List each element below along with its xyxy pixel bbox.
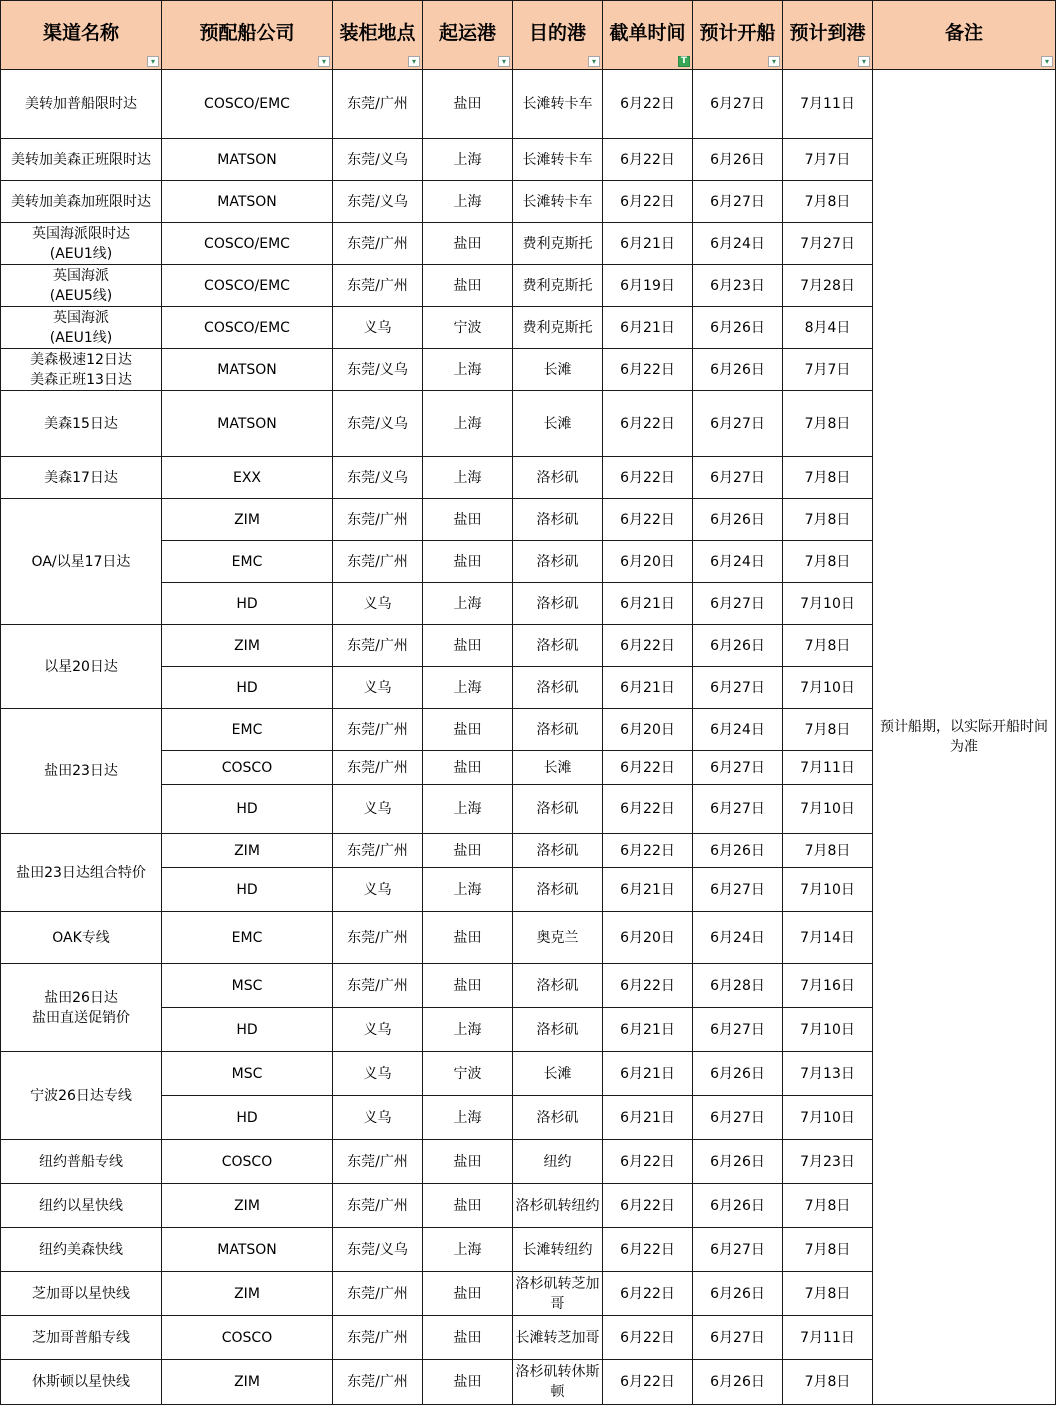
carrier-cell[interactable]: MATSON	[162, 349, 333, 391]
destination-port-cell[interactable]: 洛杉矶	[513, 785, 603, 834]
etd-cell[interactable]: 6月26日	[693, 307, 783, 349]
channel-name-cell[interactable]: 盐田23日达组合特价	[1, 834, 162, 912]
etd-cell[interactable]: 6月27日	[693, 457, 783, 499]
origin-port-cell[interactable]: 盐田	[423, 709, 513, 751]
channel-name-cell[interactable]: 英国海派 (AEU1线)	[1, 307, 162, 349]
header-row	[1, 1, 1056, 70]
cutoff-time-cell[interactable]: 6月21日	[603, 583, 693, 625]
carrier-cell[interactable]: ZIM	[162, 1272, 333, 1316]
eta-cell[interactable]: 7月13日	[783, 1052, 873, 1096]
etd-cell[interactable]: 6月27日	[693, 1316, 783, 1360]
origin-port-cell[interactable]: 上海	[423, 785, 513, 834]
carrier-cell[interactable]: ZIM	[162, 1360, 333, 1405]
channel-name-cell[interactable]: OA/以星17日达	[1, 499, 162, 625]
etd-cell[interactable]: 6月26日	[693, 1184, 783, 1228]
carrier-cell[interactable]: MATSON	[162, 1228, 333, 1272]
channel-name-cell[interactable]: OAK专线	[1, 912, 162, 964]
loading-location-cell[interactable]: 义乌	[333, 1096, 423, 1140]
etd-cell[interactable]: 6月27日	[693, 785, 783, 834]
header-destination-port	[513, 1, 603, 70]
destination-port-cell[interactable]: 洛杉矶	[513, 1096, 603, 1140]
origin-port-cell[interactable]: 上海	[423, 457, 513, 499]
channel-name-cell[interactable]: 宁波26日达专线	[1, 1052, 162, 1140]
channel-name-cell[interactable]: 盐田23日达	[1, 709, 162, 834]
eta-cell[interactable]: 7月10日	[783, 868, 873, 912]
cutoff-time-cell[interactable]: 6月20日	[603, 912, 693, 964]
cutoff-time-cell[interactable]: 6月21日	[603, 1096, 693, 1140]
eta-cell[interactable]: 7月27日	[783, 223, 873, 265]
loading-location-cell[interactable]: 东莞/广州	[333, 1140, 423, 1184]
loading-location-cell[interactable]: 东莞/义乌	[333, 181, 423, 223]
eta-cell[interactable]: 7月11日	[783, 1316, 873, 1360]
carrier-cell[interactable]: MATSON	[162, 181, 333, 223]
channel-name-cell[interactable]: 纽约普船专线	[1, 1140, 162, 1184]
eta-cell[interactable]: 8月4日	[783, 307, 873, 349]
origin-port-cell[interactable]: 宁波	[423, 307, 513, 349]
loading-location-cell[interactable]: 义乌	[333, 1008, 423, 1052]
header-label: 目的港	[528, 22, 586, 44]
header-carrier	[162, 1, 333, 70]
carrier-cell[interactable]: MATSON	[162, 391, 333, 457]
table-body	[1, 70, 1056, 1405]
loading-location-cell[interactable]: 东莞/广州	[333, 1316, 423, 1360]
cutoff-time-cell[interactable]: 6月22日	[603, 1272, 693, 1316]
channel-name-cell[interactable]: 美森15日达	[1, 391, 162, 457]
loading-location-cell[interactable]: 义乌	[333, 667, 423, 709]
origin-port-cell[interactable]: 上海	[423, 1008, 513, 1052]
origin-port-cell[interactable]: 上海	[423, 868, 513, 912]
loading-location-cell[interactable]: 义乌	[333, 785, 423, 834]
destination-port-cell[interactable]: 纽约	[513, 1140, 603, 1184]
etd-cell[interactable]: 6月23日	[693, 265, 783, 307]
cutoff-time-cell[interactable]: 6月22日	[603, 1140, 693, 1184]
origin-port-cell[interactable]: 盐田	[423, 1184, 513, 1228]
cutoff-time-cell[interactable]: 6月22日	[603, 181, 693, 223]
loading-location-cell[interactable]: 东莞/广州	[333, 912, 423, 964]
cutoff-time-cell[interactable]: 6月22日	[603, 391, 693, 457]
filter-dropdown-icon[interactable]: ▾	[858, 56, 870, 67]
channel-name-cell[interactable]: 纽约以星快线	[1, 1184, 162, 1228]
etd-cell[interactable]: 6月26日	[693, 349, 783, 391]
destination-port-cell[interactable]: 费利克斯托	[513, 223, 603, 265]
carrier-cell[interactable]: COSCO/EMC	[162, 307, 333, 349]
destination-port-cell[interactable]: 长滩转芝加哥	[513, 1316, 603, 1360]
cutoff-time-cell[interactable]: 6月22日	[603, 1360, 693, 1405]
loading-location-cell[interactable]: 东莞/义乌	[333, 457, 423, 499]
etd-cell[interactable]: 6月26日	[693, 625, 783, 667]
eta-cell[interactable]: 7月8日	[783, 1360, 873, 1405]
channel-name-cell[interactable]: 以星20日达	[1, 625, 162, 709]
carrier-cell[interactable]: HD	[162, 667, 333, 709]
cutoff-time-cell[interactable]: 6月19日	[603, 265, 693, 307]
eta-cell[interactable]: 7月7日	[783, 349, 873, 391]
eta-cell[interactable]: 7月7日	[783, 139, 873, 181]
header-cutoff-time	[603, 1, 693, 70]
origin-port-cell[interactable]: 盐田	[423, 912, 513, 964]
carrier-cell[interactable]: COSCO/EMC	[162, 265, 333, 307]
carrier-cell[interactable]: HD	[162, 583, 333, 625]
destination-port-cell[interactable]: 洛杉矶	[513, 964, 603, 1008]
etd-cell[interactable]: 6月27日	[693, 1228, 783, 1272]
etd-cell[interactable]: 6月26日	[693, 834, 783, 868]
loading-location-cell[interactable]: 东莞/义乌	[333, 349, 423, 391]
destination-port-cell[interactable]: 洛杉矶	[513, 709, 603, 751]
header-label: 截单时间	[609, 22, 686, 44]
header-etd	[693, 1, 783, 70]
loading-location-cell[interactable]: 东莞/广州	[333, 70, 423, 139]
carrier-cell[interactable]: EMC	[162, 709, 333, 751]
channel-name-cell[interactable]: 休斯顿以星快线	[1, 1360, 162, 1405]
cutoff-time-cell[interactable]: 6月20日	[603, 709, 693, 751]
filter-dropdown-icon[interactable]: ▾	[408, 56, 420, 67]
eta-cell[interactable]: 7月10日	[783, 667, 873, 709]
cutoff-time-cell[interactable]: 6月22日	[603, 785, 693, 834]
loading-location-cell[interactable]: 东莞/广州	[333, 1184, 423, 1228]
loading-location-cell[interactable]: 义乌	[333, 307, 423, 349]
origin-port-cell[interactable]: 上海	[423, 181, 513, 223]
origin-port-cell[interactable]: 盐田	[423, 1360, 513, 1405]
header-label: 渠道名称	[42, 22, 119, 44]
eta-cell[interactable]: 7月11日	[783, 70, 873, 139]
destination-port-cell[interactable]: 洛杉矶	[513, 667, 603, 709]
filter-dropdown-icon[interactable]: ▾	[318, 56, 330, 67]
etd-cell[interactable]: 6月24日	[693, 223, 783, 265]
destination-port-cell[interactable]: 长滩	[513, 1052, 603, 1096]
etd-cell[interactable]: 6月27日	[693, 667, 783, 709]
destination-port-cell[interactable]: 长滩转卡车	[513, 70, 603, 139]
origin-port-cell[interactable]: 盐田	[423, 1272, 513, 1316]
destination-port-cell[interactable]: 洛杉矶	[513, 583, 603, 625]
origin-port-cell[interactable]: 上海	[423, 391, 513, 457]
etd-cell[interactable]: 6月27日	[693, 868, 783, 912]
channel-name-cell[interactable]: 美转加美森正班限时达	[1, 139, 162, 181]
destination-port-cell[interactable]: 洛杉矶	[513, 834, 603, 868]
eta-cell[interactable]: 7月10日	[783, 1096, 873, 1140]
cutoff-time-cell[interactable]: 6月20日	[603, 541, 693, 583]
destination-port-cell[interactable]: 洛杉矶	[513, 457, 603, 499]
etd-cell[interactable]: 6月27日	[693, 751, 783, 785]
channel-name-cell[interactable]: 芝加哥普船专线	[1, 1316, 162, 1360]
origin-port-cell[interactable]: 盐田	[423, 751, 513, 785]
etd-cell[interactable]: 6月27日	[693, 583, 783, 625]
header-label: 备注	[944, 22, 983, 44]
destination-port-cell[interactable]: 洛杉矶	[513, 625, 603, 667]
loading-location-cell[interactable]: 东莞/广州	[333, 625, 423, 667]
header-label: 预计到港	[789, 22, 866, 44]
etd-cell[interactable]: 6月24日	[693, 709, 783, 751]
cutoff-time-cell[interactable]: 6月21日	[603, 667, 693, 709]
etd-cell[interactable]: 6月26日	[693, 1140, 783, 1184]
destination-port-cell[interactable]: 洛杉矶	[513, 541, 603, 583]
carrier-cell[interactable]: COSCO	[162, 1140, 333, 1184]
loading-location-cell[interactable]: 东莞/广州	[333, 223, 423, 265]
eta-cell[interactable]: 7月23日	[783, 1140, 873, 1184]
carrier-cell[interactable]: EMC	[162, 541, 333, 583]
loading-location-cell[interactable]: 东莞/广州	[333, 541, 423, 583]
cutoff-time-cell[interactable]: 6月22日	[603, 499, 693, 541]
etd-cell[interactable]: 6月27日	[693, 70, 783, 139]
destination-port-cell[interactable]: 洛杉矶转休斯顿	[513, 1360, 603, 1405]
origin-port-cell[interactable]: 盐田	[423, 964, 513, 1008]
destination-port-cell[interactable]: 长滩转卡车	[513, 181, 603, 223]
eta-cell[interactable]: 7月8日	[783, 181, 873, 223]
origin-port-cell[interactable]: 盐田	[423, 625, 513, 667]
eta-cell[interactable]: 7月8日	[783, 499, 873, 541]
carrier-cell[interactable]: COSCO	[162, 751, 333, 785]
eta-cell[interactable]: 7月10日	[783, 785, 873, 834]
eta-cell[interactable]: 7月8日	[783, 391, 873, 457]
cutoff-time-cell[interactable]: 6月22日	[603, 1316, 693, 1360]
origin-port-cell[interactable]: 上海	[423, 1096, 513, 1140]
eta-cell[interactable]: 7月8日	[783, 1228, 873, 1272]
channel-name-cell[interactable]: 芝加哥以星快线	[1, 1272, 162, 1316]
filter-dropdown-icon[interactable]: ▾	[498, 56, 510, 67]
channel-name-cell[interactable]: 美森17日达	[1, 457, 162, 499]
etd-cell[interactable]: 6月27日	[693, 1096, 783, 1140]
filter-dropdown-icon[interactable]: ▾	[768, 56, 780, 67]
cutoff-time-cell[interactable]: 6月22日	[603, 349, 693, 391]
destination-port-cell[interactable]: 长滩	[513, 751, 603, 785]
loading-location-cell[interactable]: 东莞/广州	[333, 709, 423, 751]
eta-cell[interactable]: 7月10日	[783, 583, 873, 625]
origin-port-cell[interactable]: 盐田	[423, 265, 513, 307]
carrier-cell[interactable]: ZIM	[162, 834, 333, 868]
header-label: 装柜地点	[339, 22, 416, 44]
origin-port-cell[interactable]: 宁波	[423, 1052, 513, 1096]
loading-location-cell[interactable]: 东莞/广州	[333, 751, 423, 785]
cutoff-time-cell[interactable]: 6月22日	[603, 834, 693, 868]
eta-cell[interactable]: 7月8日	[783, 541, 873, 583]
channel-name-cell[interactable]: 英国海派 (AEU5线)	[1, 265, 162, 307]
destination-port-cell[interactable]: 长滩转卡车	[513, 139, 603, 181]
loading-location-cell[interactable]: 东莞/广州	[333, 265, 423, 307]
header-eta	[783, 1, 873, 70]
carrier-cell[interactable]: EMC	[162, 912, 333, 964]
header-loading-location	[333, 1, 423, 70]
destination-port-cell[interactable]: 洛杉矶	[513, 499, 603, 541]
channel-name-cell[interactable]: 盐田26日达 盐田直送促销价	[1, 964, 162, 1052]
header-label: 起运港	[438, 22, 496, 44]
carrier-cell[interactable]: MSC	[162, 964, 333, 1008]
cutoff-time-cell[interactable]: 6月22日	[603, 70, 693, 139]
header-label: 预计开船	[699, 22, 776, 44]
cutoff-time-cell[interactable]: 6月22日	[603, 1228, 693, 1272]
cutoff-time-cell[interactable]: 6月22日	[603, 625, 693, 667]
origin-port-cell[interactable]: 盐田	[423, 70, 513, 139]
carrier-cell[interactable]: ZIM	[162, 499, 333, 541]
carrier-cell[interactable]: HD	[162, 1008, 333, 1052]
eta-cell[interactable]: 7月14日	[783, 912, 873, 964]
cutoff-time-cell[interactable]: 6月21日	[603, 1052, 693, 1096]
filter-dropdown-icon[interactable]: ▾	[588, 56, 600, 67]
loading-location-cell[interactable]: 东莞/义乌	[333, 391, 423, 457]
loading-location-cell[interactable]: 东莞/义乌	[333, 1228, 423, 1272]
etd-cell[interactable]: 6月26日	[693, 1360, 783, 1405]
carrier-cell[interactable]: COSCO	[162, 1316, 333, 1360]
cutoff-time-cell[interactable]: 6月22日	[603, 964, 693, 1008]
etd-cell[interactable]: 6月24日	[693, 541, 783, 583]
destination-port-cell[interactable]: 洛杉矶转纽约	[513, 1184, 603, 1228]
destination-port-cell[interactable]: 长滩	[513, 349, 603, 391]
channel-name-cell[interactable]: 美转加普船限时达	[1, 70, 162, 139]
filter-dropdown-icon[interactable]: ▾	[147, 56, 159, 67]
etd-cell[interactable]: 6月26日	[693, 1272, 783, 1316]
origin-port-cell[interactable]: 上海	[423, 139, 513, 181]
loading-location-cell[interactable]: 东莞/广州	[333, 1360, 423, 1405]
eta-cell[interactable]: 7月8日	[783, 1184, 873, 1228]
loading-location-cell[interactable]: 东莞/广州	[333, 964, 423, 1008]
carrier-cell[interactable]: COSCO/EMC	[162, 70, 333, 139]
carrier-cell[interactable]: HD	[162, 785, 333, 834]
carrier-cell[interactable]: HD	[162, 1096, 333, 1140]
destination-port-cell[interactable]: 长滩	[513, 391, 603, 457]
cutoff-time-cell[interactable]: 6月21日	[603, 1008, 693, 1052]
destination-port-cell[interactable]: 洛杉矶转芝加哥	[513, 1272, 603, 1316]
eta-cell[interactable]: 7月16日	[783, 964, 873, 1008]
carrier-cell[interactable]: MATSON	[162, 139, 333, 181]
destination-port-cell[interactable]: 洛杉矶	[513, 868, 603, 912]
origin-port-cell[interactable]: 上海	[423, 1228, 513, 1272]
origin-port-cell[interactable]: 上海	[423, 667, 513, 709]
cutoff-time-cell[interactable]: 6月21日	[603, 223, 693, 265]
destination-port-cell[interactable]: 奥克兰	[513, 912, 603, 964]
cutoff-time-cell[interactable]: 6月21日	[603, 307, 693, 349]
cutoff-time-cell[interactable]: 6月22日	[603, 1184, 693, 1228]
origin-port-cell[interactable]: 盐田	[423, 1316, 513, 1360]
destination-port-cell[interactable]: 洛杉矶	[513, 1008, 603, 1052]
header-label: 预配船公司	[199, 22, 295, 44]
header-channel-name	[1, 1, 162, 70]
origin-port-cell[interactable]: 盐田	[423, 499, 513, 541]
loading-location-cell[interactable]: 东莞/广州	[333, 499, 423, 541]
eta-cell[interactable]: 7月8日	[783, 709, 873, 751]
eta-cell[interactable]: 7月11日	[783, 751, 873, 785]
loading-location-cell[interactable]: 义乌	[333, 868, 423, 912]
loading-location-cell[interactable]: 义乌	[333, 1052, 423, 1096]
channel-name-cell[interactable]: 美森极速12日达 美森正班13日达	[1, 349, 162, 391]
destination-port-cell[interactable]: 费利克斯托	[513, 265, 603, 307]
loading-location-cell[interactable]: 义乌	[333, 583, 423, 625]
filter-dropdown-icon[interactable]: ▾	[1041, 56, 1053, 67]
etd-cell[interactable]: 6月24日	[693, 912, 783, 964]
etd-cell[interactable]: 6月26日	[693, 139, 783, 181]
eta-cell[interactable]: 7月8日	[783, 1272, 873, 1316]
cutoff-time-cell[interactable]: 6月22日	[603, 457, 693, 499]
eta-cell[interactable]: 7月8日	[783, 834, 873, 868]
carrier-cell[interactable]: ZIM	[162, 1184, 333, 1228]
origin-port-cell[interactable]: 上海	[423, 349, 513, 391]
header-origin-port	[423, 1, 513, 70]
etd-cell[interactable]: 6月26日	[693, 1052, 783, 1096]
etd-cell[interactable]: 6月27日	[693, 391, 783, 457]
origin-port-cell[interactable]: 盐田	[423, 834, 513, 868]
carrier-cell[interactable]: EXX	[162, 457, 333, 499]
cutoff-time-cell[interactable]: 6月21日	[603, 868, 693, 912]
origin-port-cell[interactable]: 盐田	[423, 223, 513, 265]
cutoff-time-cell[interactable]: 6月22日	[603, 751, 693, 785]
etd-cell[interactable]: 6月26日	[693, 499, 783, 541]
destination-port-cell[interactable]: 长滩转纽约	[513, 1228, 603, 1272]
origin-port-cell[interactable]: 上海	[423, 583, 513, 625]
eta-cell[interactable]: 7月8日	[783, 625, 873, 667]
table-row	[1, 70, 1056, 139]
channel-name-cell[interactable]: 纽约美森快线	[1, 1228, 162, 1272]
eta-cell[interactable]: 7月8日	[783, 457, 873, 499]
loading-location-cell[interactable]: 东莞/广州	[333, 1272, 423, 1316]
channel-name-cell[interactable]: 英国海派限时达 (AEU1线)	[1, 223, 162, 265]
destination-port-cell[interactable]: 费利克斯托	[513, 307, 603, 349]
cutoff-time-cell[interactable]: 6月22日	[603, 139, 693, 181]
etd-cell[interactable]: 6月27日	[693, 1008, 783, 1052]
etd-cell[interactable]: 6月28日	[693, 964, 783, 1008]
etd-cell[interactable]: 6月27日	[693, 181, 783, 223]
loading-location-cell[interactable]: 东莞/义乌	[333, 139, 423, 181]
remarks-note-cell[interactable]: 预计船期，以实际开船时间为准	[873, 70, 1056, 1405]
eta-cell[interactable]: 7月10日	[783, 1008, 873, 1052]
header-remarks	[873, 1, 1056, 70]
channel-name-cell[interactable]: 美转加美森加班限时达	[1, 181, 162, 223]
filter-active-icon[interactable]: T	[678, 56, 690, 67]
carrier-cell[interactable]: HD	[162, 868, 333, 912]
origin-port-cell[interactable]: 盐田	[423, 1140, 513, 1184]
eta-cell[interactable]: 7月28日	[783, 265, 873, 307]
carrier-cell[interactable]: ZIM	[162, 625, 333, 667]
origin-port-cell[interactable]: 盐田	[423, 541, 513, 583]
carrier-cell[interactable]: COSCO/EMC	[162, 223, 333, 265]
carrier-cell[interactable]: MSC	[162, 1052, 333, 1096]
loading-location-cell[interactable]: 东莞/广州	[333, 834, 423, 868]
